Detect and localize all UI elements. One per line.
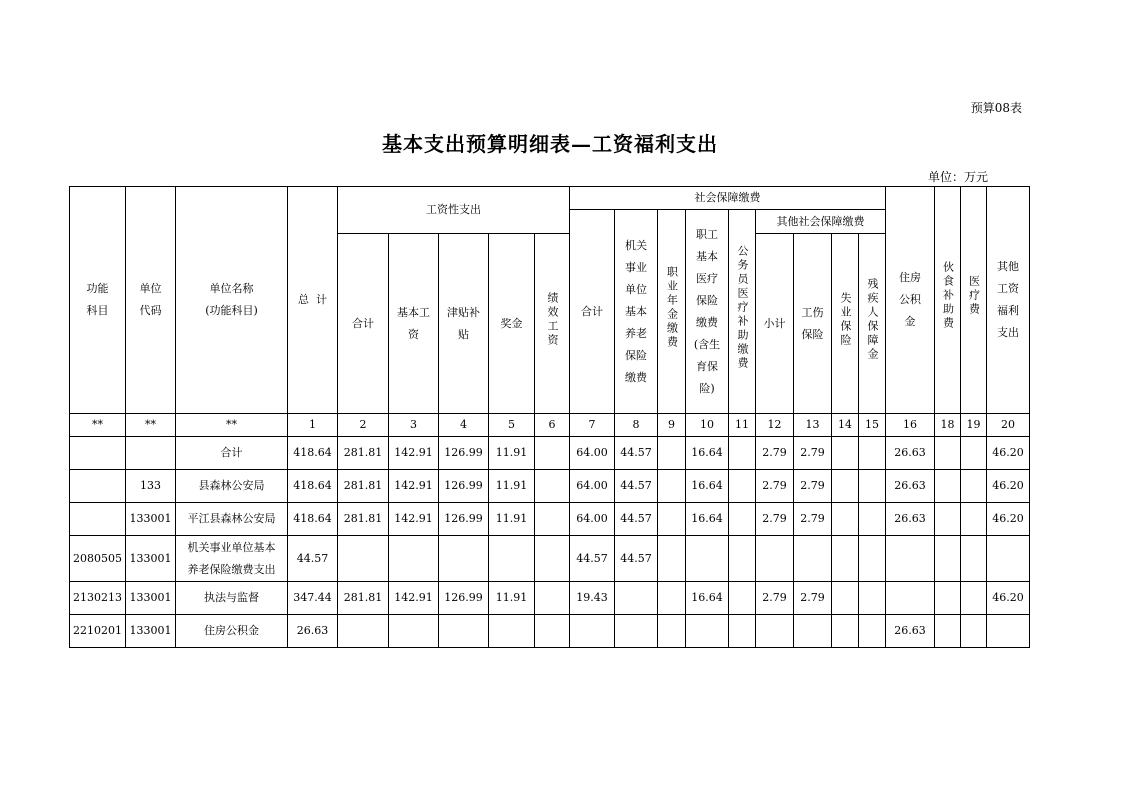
table-cell: 2.79 xyxy=(756,437,794,470)
table-cell: 126.99 xyxy=(439,437,489,470)
table-cell xyxy=(859,470,886,503)
table-cell: 合计 xyxy=(176,437,288,470)
table-cell xyxy=(832,437,859,470)
table-row xyxy=(70,536,1030,582)
index-cell: 1 xyxy=(288,414,338,437)
table-cell xyxy=(987,615,1030,648)
table-cell: 46.20 xyxy=(987,470,1030,503)
table-cell xyxy=(859,615,886,648)
table-cell: 46.20 xyxy=(987,582,1030,615)
table-cell: 142.91 xyxy=(389,470,439,503)
table-cell: 2210201 xyxy=(70,615,126,648)
index-cell: ** xyxy=(70,414,126,437)
table-cell xyxy=(70,503,126,536)
table-cell xyxy=(859,503,886,536)
index-cell: 3 xyxy=(389,414,439,437)
header-housing: 住房 公积 金 xyxy=(886,187,935,414)
header-medical-expense: 医疗费 xyxy=(961,187,987,414)
table-cell: 2.79 xyxy=(794,470,832,503)
table-cell xyxy=(935,582,961,615)
header-medical: 职工 基本 医疗 保险 缴费 (含生 育保 险) xyxy=(686,210,729,414)
table-cell: 26.63 xyxy=(886,437,935,470)
header-allowance: 津贴补 贴 xyxy=(439,234,489,414)
table-cell xyxy=(794,536,832,582)
table-cell: 142.91 xyxy=(389,503,439,536)
index-cell: 9 xyxy=(658,414,686,437)
table-cell xyxy=(615,615,658,648)
table-cell xyxy=(535,536,570,582)
table-cell xyxy=(729,503,756,536)
index-cell: ** xyxy=(176,414,288,437)
table-cell xyxy=(961,437,987,470)
table-cell: 26.63 xyxy=(886,470,935,503)
table-row xyxy=(70,437,1030,470)
table-cell: 418.64 xyxy=(288,437,338,470)
table-cell: 142.91 xyxy=(389,582,439,615)
header-civil-medical: 公务员医疗补助缴费 xyxy=(729,210,756,414)
table-cell xyxy=(935,437,961,470)
table-cell xyxy=(729,536,756,582)
table-cell xyxy=(832,536,859,582)
table-cell: 281.81 xyxy=(338,470,389,503)
table-cell xyxy=(832,470,859,503)
table-cell xyxy=(987,536,1030,582)
header-meal: 伙食补助费 xyxy=(935,187,961,414)
table-cell: 16.64 xyxy=(686,503,729,536)
table-cell xyxy=(832,615,859,648)
table-cell xyxy=(535,582,570,615)
table-cell: 142.91 xyxy=(389,437,439,470)
header-basic-wage: 基本工 资 xyxy=(389,234,439,414)
table-cell: 16.64 xyxy=(686,582,729,615)
table-cell xyxy=(439,536,489,582)
table-cell: 2.79 xyxy=(756,470,794,503)
table-body xyxy=(70,437,1030,648)
header-total: 总 计 xyxy=(288,187,338,414)
table-row xyxy=(70,503,1030,536)
table-cell xyxy=(338,536,389,582)
table-cell: 执法与监督 xyxy=(176,582,288,615)
table-cell: 11.91 xyxy=(489,437,535,470)
table-cell: 64.00 xyxy=(570,470,615,503)
header-other-wage: 其他 工资 福利 支出 xyxy=(987,187,1030,414)
header-sub-total: 小计 xyxy=(756,234,794,414)
table-cell xyxy=(756,615,794,648)
table-cell: 县森林公安局 xyxy=(176,470,288,503)
header-wage-sum: 合计 xyxy=(338,234,389,414)
table-cell: 11.91 xyxy=(489,470,535,503)
table-cell xyxy=(489,536,535,582)
table-cell xyxy=(935,470,961,503)
table-cell: 44.57 xyxy=(615,470,658,503)
table-cell: 2.79 xyxy=(794,503,832,536)
index-cell: 6 xyxy=(535,414,570,437)
table-cell: 16.64 xyxy=(686,437,729,470)
table-cell: 46.20 xyxy=(987,437,1030,470)
header-social-sum: 合计 xyxy=(570,210,615,414)
table-cell xyxy=(961,470,987,503)
header-other-social: 其他社会保障缴费 xyxy=(756,210,886,234)
index-cell: 12 xyxy=(756,414,794,437)
table-cell xyxy=(832,582,859,615)
table-cell: 281.81 xyxy=(338,503,389,536)
table-cell xyxy=(389,536,439,582)
table-cell: 133001 xyxy=(126,582,176,615)
table-cell xyxy=(686,536,729,582)
table-row xyxy=(70,582,1030,615)
header-unit-name: 单位名称 (功能科目) xyxy=(176,187,288,414)
table-cell: 住房公积金 xyxy=(176,615,288,648)
table-cell: 64.00 xyxy=(570,503,615,536)
table-cell: 平江县森林公安局 xyxy=(176,503,288,536)
index-cell: 5 xyxy=(489,414,535,437)
table-cell: 133001 xyxy=(126,615,176,648)
table-cell: 418.64 xyxy=(288,470,338,503)
header-func-code: 功能 科目 xyxy=(70,187,126,414)
index-cell: 16 xyxy=(886,414,935,437)
index-cell: 19 xyxy=(961,414,987,437)
table-cell xyxy=(70,470,126,503)
table-cell: 418.64 xyxy=(288,503,338,536)
table-cell: 16.64 xyxy=(686,470,729,503)
table-cell xyxy=(935,615,961,648)
table-cell xyxy=(535,437,570,470)
table-cell: 126.99 xyxy=(439,470,489,503)
table-cell: 44.57 xyxy=(615,536,658,582)
table-cell xyxy=(886,536,935,582)
table-cell xyxy=(756,536,794,582)
index-cell: 14 xyxy=(832,414,859,437)
index-cell: 18 xyxy=(935,414,961,437)
table-cell: 44.57 xyxy=(570,536,615,582)
table-cell xyxy=(338,615,389,648)
header-disability: 残疾人保障金 xyxy=(859,234,886,414)
table-cell xyxy=(859,437,886,470)
table-cell: 281.81 xyxy=(338,582,389,615)
table-cell xyxy=(859,582,886,615)
index-cell: 11 xyxy=(729,414,756,437)
table-cell xyxy=(126,437,176,470)
header-perf-wage: 绩效工资 xyxy=(535,234,570,414)
table-cell: 2.79 xyxy=(794,437,832,470)
table-cell: 2.79 xyxy=(756,503,794,536)
header-annuity: 职业年金缴费 xyxy=(658,210,686,414)
table-cell xyxy=(439,615,489,648)
budget-table xyxy=(69,186,1030,648)
table-cell xyxy=(886,582,935,615)
header-injury: 工伤 保险 xyxy=(794,234,832,414)
table-cell xyxy=(935,503,961,536)
table-code: 预算08表 xyxy=(970,101,1022,115)
table-cell: 44.57 xyxy=(288,536,338,582)
index-cell: 2 xyxy=(338,414,389,437)
table-cell: 46.20 xyxy=(987,503,1030,536)
table-cell: 19.43 xyxy=(570,582,615,615)
table-cell xyxy=(935,536,961,582)
table-cell: 26.63 xyxy=(288,615,338,648)
table-cell: 126.99 xyxy=(439,582,489,615)
table-cell xyxy=(489,615,535,648)
header-social-group: 社会保障缴费 xyxy=(570,187,886,210)
table-cell: 44.57 xyxy=(615,503,658,536)
table-cell: 126.99 xyxy=(439,503,489,536)
table-cell: 281.81 xyxy=(338,437,389,470)
table-cell: 2080505 xyxy=(70,536,126,582)
table-cell xyxy=(961,536,987,582)
table-cell: 133001 xyxy=(126,536,176,582)
table-cell xyxy=(729,437,756,470)
table-cell: 11.91 xyxy=(489,503,535,536)
table-cell xyxy=(832,503,859,536)
table-cell xyxy=(535,503,570,536)
table-cell: 133001 xyxy=(126,503,176,536)
table-cell xyxy=(961,615,987,648)
table-cell: 2130213 xyxy=(70,582,126,615)
table-header xyxy=(70,187,1030,414)
index-row xyxy=(70,414,1030,437)
table-cell xyxy=(729,615,756,648)
header-wage-group: 工资性支出 xyxy=(338,187,570,234)
table-row xyxy=(70,615,1030,648)
table-cell xyxy=(961,582,987,615)
table-cell: 133 xyxy=(126,470,176,503)
table-cell: 2.79 xyxy=(794,582,832,615)
table-cell: 26.63 xyxy=(886,615,935,648)
index-cell: 8 xyxy=(615,414,658,437)
index-cell: 7 xyxy=(570,414,615,437)
index-section xyxy=(70,414,1030,437)
table-row xyxy=(70,470,1030,503)
index-cell: 13 xyxy=(794,414,832,437)
table-cell xyxy=(658,615,686,648)
table-cell xyxy=(729,470,756,503)
table-cell: 64.00 xyxy=(570,437,615,470)
unit-label: 单位：万元 xyxy=(927,170,988,184)
index-cell: ** xyxy=(126,414,176,437)
table-cell xyxy=(686,615,729,648)
header-unemployment: 失业保险 xyxy=(832,234,859,414)
table-cell xyxy=(658,503,686,536)
table-cell xyxy=(570,615,615,648)
table-cell: 机关事业单位基本 养老保险缴费支出 xyxy=(176,536,288,582)
table-cell xyxy=(615,582,658,615)
table-cell xyxy=(658,582,686,615)
index-cell: 10 xyxy=(686,414,729,437)
header-unit-code: 单位 代码 xyxy=(126,187,176,414)
table-cell: 347.44 xyxy=(288,582,338,615)
header-bonus: 奖金 xyxy=(489,234,535,414)
table-cell xyxy=(961,503,987,536)
index-cell: 20 xyxy=(987,414,1030,437)
table-cell: 26.63 xyxy=(886,503,935,536)
table-cell xyxy=(535,470,570,503)
index-cell: 4 xyxy=(439,414,489,437)
table-cell xyxy=(389,615,439,648)
header-pension: 机关 事业 单位 基本 养老 保险 缴费 xyxy=(615,210,658,414)
table-cell: 2.79 xyxy=(756,582,794,615)
table-cell: 44.57 xyxy=(615,437,658,470)
table-cell xyxy=(729,582,756,615)
table-cell xyxy=(658,536,686,582)
table-cell xyxy=(70,437,126,470)
table-cell xyxy=(658,470,686,503)
page-title: 基本支出预算明细表—工资福利支出 xyxy=(382,132,718,156)
table-cell xyxy=(859,536,886,582)
table-cell: 11.91 xyxy=(489,582,535,615)
table-cell xyxy=(535,615,570,648)
table-cell xyxy=(658,437,686,470)
index-cell: 15 xyxy=(859,414,886,437)
table-cell xyxy=(794,615,832,648)
